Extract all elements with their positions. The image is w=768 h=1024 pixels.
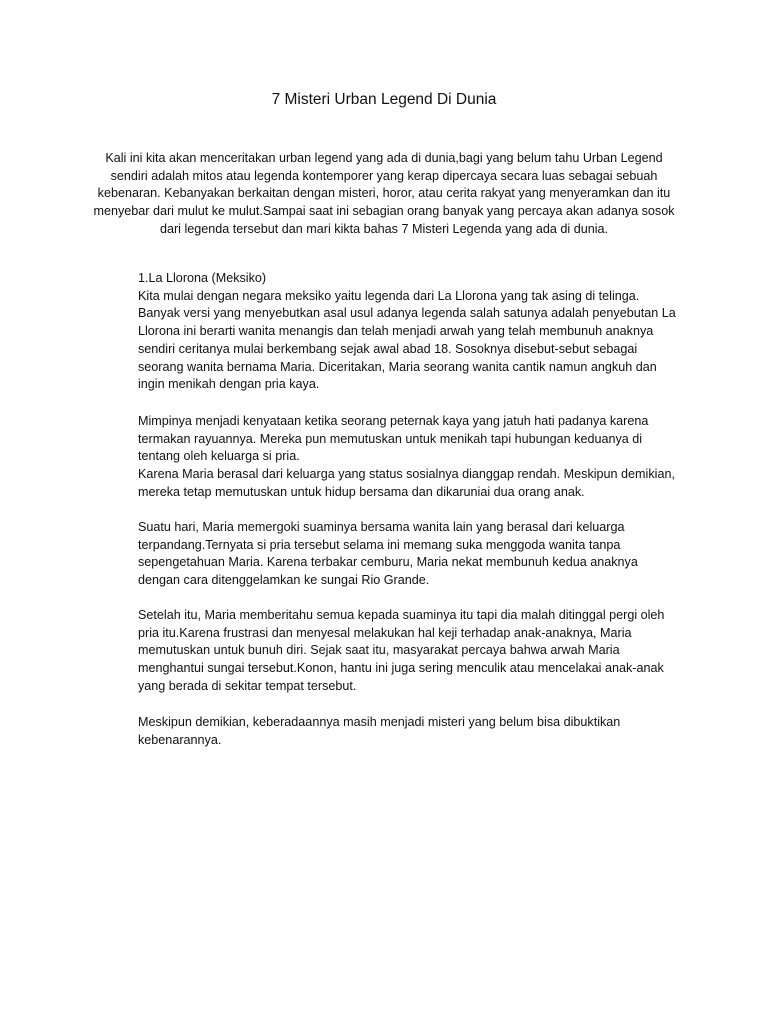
paragraph-text: Setelah itu, Maria memberitahu semua kepada suaminya itu tapi dia malah ditinggal pergi oleh pria itu.Karena frustrasi dan menyesal melakukan hal keji terhadap anak-anaknya, Maria memutuskan untuk bunuh diri. Sejak saat itu, masyarakat percaya bahwa arwah Maria menghantui sungai tersebut.Konon, hantu ini juga sering menculik atau mencelakai anak-anak yang berada di sekitar tempat tersebut.	[138, 608, 665, 693]
section-paragraph-4	[138, 607, 678, 696]
document-title: 7 Misteri Urban Legend Di Dunia	[271, 91, 497, 108]
section-la-llorona	[138, 270, 678, 394]
intro-paragraph	[90, 150, 678, 239]
paragraph-text: Suatu hari, Maria memergoki suaminya bersama wanita lain yang berasal dari keluarga terpandang.Ternyata si pria tersebut selama ini memang suka menggoda wanita tanpa sepengetahuan Maria. Karena terbakar cemburu, Maria nekat membunuh kedua anaknya dengan cara ditenggelamkan ke sungai Rio Grande.	[138, 520, 638, 588]
paragraph-text: Karena Maria berasal dari keluarga yang status sosialnya dianggap rendah. Meskipun demikian, mereka tetap memutuskan untuk hidup bersama dan dikaruniai dua orang anak.	[138, 467, 675, 499]
intro-text: Kali ini kita akan menceritakan urban legend yang ada di dunia,bagi yang belum tahu Urban Legend sendiri adalah mitos atau legenda kontemporer yang kerap dipercaya secara luas sebagai sebuah kebenaran. Kebanyakan berkaitan dengan misteri, horor, atau cerita rakyat yang menyeramkan dan itu menyebar dari mulut ke mulut.Sampai saat ini sebagian orang banyak yang percaya akan adanya sosok dari legenda tersebut dan mari kikta bahas 7 Misteri Legenda yang ada di dunia.	[93, 151, 675, 236]
paragraph-text: Meskipun demikian, keberadaannya masih menjadi misteri yang belum bisa dibuktikan kebenarannya.	[138, 715, 621, 747]
section-paragraph-3	[138, 519, 678, 590]
paragraph-text: Mimpinya menjadi kenyataan ketika seorang peternak kaya yang jatuh hati padanya karena termakan rayuannya. Mereka pun memutuskan untuk menikah tapi hubungan keduanya di tentang oleh keluarga si pria.	[138, 414, 649, 464]
section-heading: 1.La Llorona (Meksiko)	[138, 271, 267, 285]
section-paragraph-2	[138, 413, 678, 502]
section-paragraph-5	[138, 714, 678, 749]
section-body: Kita mulai dengan negara meksiko yaitu legenda dari La Llorona yang tak asing di telinga. Banyak versi yang menyebutkan asal usul adanya legenda salah satunya adalah penyebutan La Llorona ini berarti wanita menangis dan telah menjadi arwah yang telah membunuh anaknya sendiri ceritanya mulai berkembang sejak awal abad 18. Sosoknya disebut-sebut sebagai seorang wanita bernama Maria. Diceritakan, Maria seorang wanita cantik namun angkuh dan ingin menikah dengan pria kaya.	[138, 288, 676, 392]
